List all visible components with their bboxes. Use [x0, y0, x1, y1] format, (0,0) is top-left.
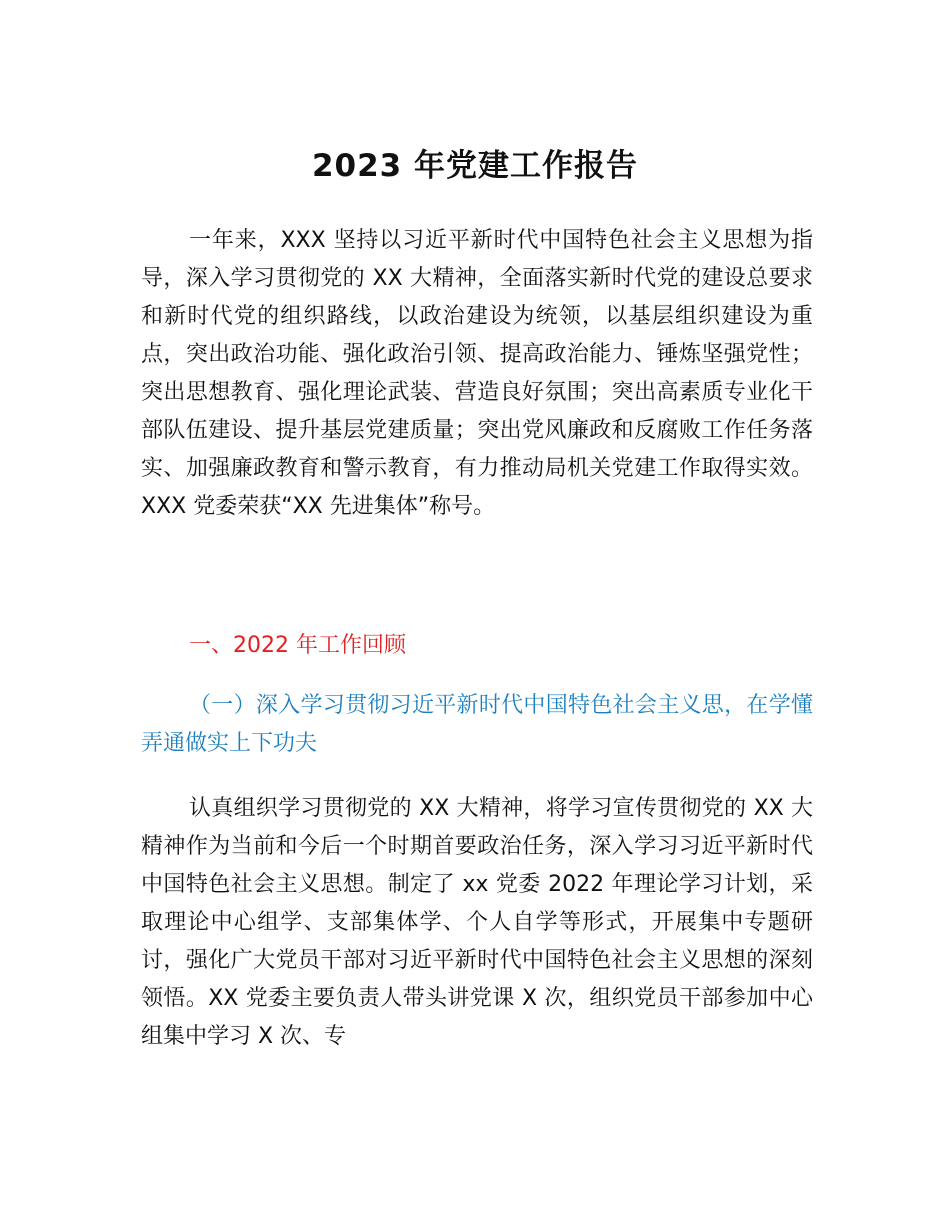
- section-heading: 一、2022 年工作回顾: [189, 633, 406, 658]
- body-paragraph: 认真组织学习贯彻党的 XX 大精神，将学习宣传贯彻党的 XX 大精神作为当前和今后一个时期首要政治任务，深入学习习近平新时代中国特色社会主义思想。制定了 xx 党委 2022 年理论学习计划，采取理论中心组学、支部集体学、个人自学等形式，开展集中专题研讨，强化广大党员干部对习近平新时代中国特色社会主义思想的深刻领悟。XX 党委主要负责人带头讲党课 X 次，组织党员干部参加中心组集中学习 X 次、专: [141, 796, 813, 1049]
- subsection-heading: （一）深入学习贯彻习近平新时代中国特色社会主义思，在学懂弄通做实上下功夫: [141, 693, 813, 756]
- document-title: 2023 年党建工作报告: [311, 148, 639, 184]
- intro-paragraph: 一年来，XXX 坚持以习近平新时代中国特色社会主义思想为指导，深入学习贯彻党的 XX 大精神，全面落实新时代党的建设总要求和新时代党的组织路线，以政治建设为统领，以基层组织建设为重点，突出政治功能、强化政治引领、提高政治能力、锤炼坚强党性；突出思想教育、强化理论武装、营造良好氛围；突出高素质专业化干部队伍建设、提升基层党建质量；突出党风廉政和反腐败工作任务落实、加强廉政教育和警示教育，有力推动局机关党建工作取得实效。XXX 党委荣获“XX 先进集体”称号。: [141, 228, 813, 519]
